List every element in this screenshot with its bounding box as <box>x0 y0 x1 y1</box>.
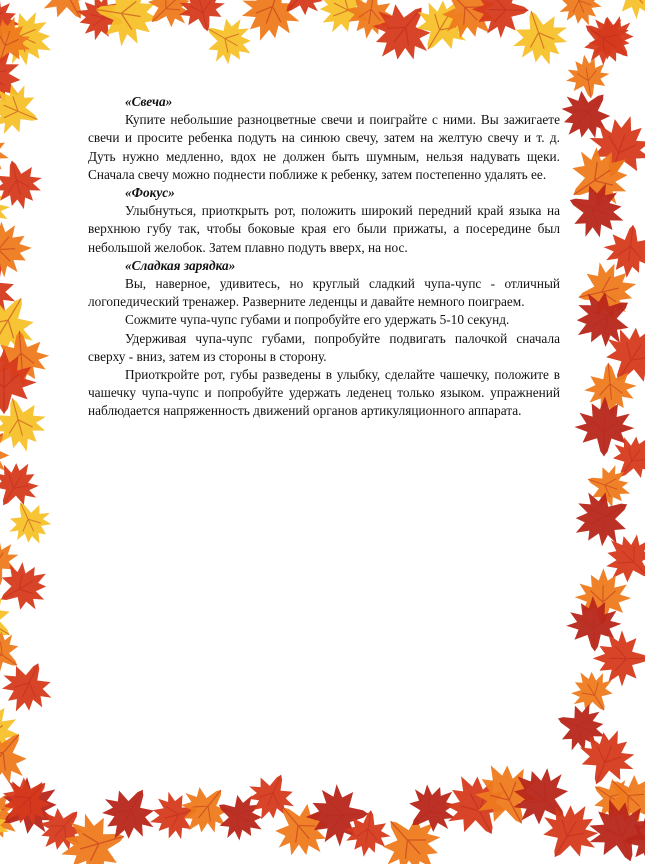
paragraph: Улыбнуться, приоткрыть рот, положить широкий передний край языка на верхнюю губу так, чтобы боковые края его были прижаты, а посередине был небольшой желобок. Затем плавно подуть вверх, на нос. <box>88 203 560 255</box>
paragraph: Приоткройте рот, губы разведены в улыбку, сделайте чашечку, положите в чашечку чупа-чупс и попробуйте удержать леденец только языком. упражнений наблюдается напряженность движений органов артикуляционного аппарата. <box>88 367 560 419</box>
section-sladkaya-zaryadka <box>88 257 560 421</box>
paragraph: Вы, наверное, удивитесь, но круглый сладкий чупа-чупс - отличный логопедический тренажер. Разверните леденцы и давайте немного поиграем. <box>88 276 560 310</box>
paragraph: Купите небольшие разноцветные свечи и поиграйте с ними. Вы зажигаете свечи и просите ребенка подуть на синюю свечу, затем на желтую свечу и т. д. Дуть нужно медленно, вдох не должен быть шумным, нельзя надувать щеки. Сначала свечу можно поднести поближе к ребенку, затем постепенно удалять ее. <box>88 112 560 182</box>
leaf-icon <box>0 493 60 553</box>
section-heading: «Сладкая зарядка» <box>125 257 236 273</box>
paragraph: Сожмите чупа-чупс губами и попробуйте его удержать 5-10 секунд. <box>125 312 510 328</box>
leaf-icon <box>0 155 48 215</box>
section-svecha <box>88 93 560 184</box>
leaf-icon <box>0 220 33 279</box>
document-body <box>88 93 560 421</box>
section-heading: «Свеча» <box>125 94 173 109</box>
paragraph: Удерживая чупа-чупс губами, попробуйте подвигать палочкой сначала сверху - вниз, затем из стороны в сторону. <box>88 330 560 364</box>
section-heading: «Фокус» <box>125 185 175 201</box>
section-fokus <box>88 184 560 257</box>
leaf-icon <box>609 0 645 20</box>
